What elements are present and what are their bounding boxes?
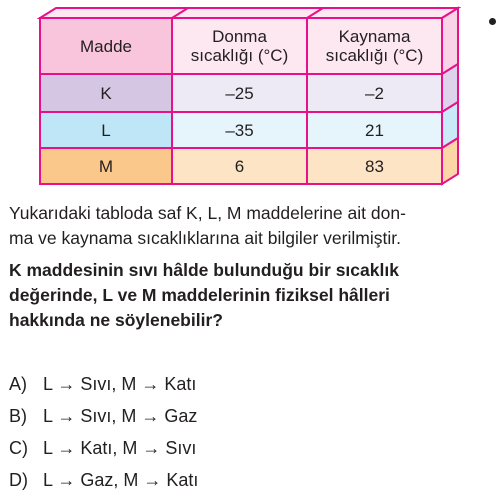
option-d-letter: D) [9, 470, 28, 490]
option-c-text: L → Katı, M → Sıvı [43, 438, 197, 458]
intro-line-2: ma ve kaynama sıcaklıklarına ait bilgiler verilmiştir. [9, 228, 401, 248]
header-donma-line1: Donma [212, 27, 267, 46]
option-b[interactable] [9, 405, 197, 427]
table-top-face [40, 8, 458, 18]
row-k-kaynama: –2 [365, 83, 384, 103]
question-line-2: değerinde, L ve M maddelerinin fiziksel hâlleri [9, 285, 390, 305]
bullet-dot [489, 18, 496, 25]
header-kaynama-line1: Kaynama [338, 27, 411, 46]
question-stem [9, 258, 495, 333]
header-kaynama-line2: sıcaklığı (°C) [325, 46, 424, 65]
row-m-donma: 6 [234, 156, 245, 176]
option-c-letter: C) [9, 438, 28, 458]
row-l-donma: –35 [225, 120, 254, 140]
row-k-madde: K [100, 83, 112, 103]
data-table [0, 0, 498, 200]
row-m-kaynama: 83 [365, 156, 384, 176]
header-madde [40, 18, 172, 74]
option-d[interactable] [9, 469, 198, 491]
option-a-text: L → Sıvı, M → Katı [43, 374, 197, 394]
row-m-madde: M [98, 156, 114, 176]
intro-text [9, 201, 495, 251]
option-a-letter: A) [9, 374, 27, 394]
header-donma [172, 18, 307, 74]
question-line-1: K maddesinin sıvı hâlde bulunduğu bir sıcaklık [9, 260, 399, 280]
option-a[interactable] [9, 373, 196, 395]
option-d-text: L → Gaz, M → Katı [43, 470, 199, 490]
option-c[interactable] [9, 437, 196, 459]
question-line-3: hakkında ne söylenebilir? [9, 310, 223, 330]
row-l-madde: L [101, 120, 111, 140]
header-kaynama [307, 18, 442, 74]
option-b-text: L → Sıvı, M → Gaz [43, 406, 198, 426]
row-l-kaynama: 21 [365, 120, 384, 140]
option-b-letter: B) [9, 406, 27, 426]
header-donma-line2: sıcaklığı (°C) [190, 46, 289, 65]
header-madde-label: Madde [80, 36, 132, 56]
row-k-donma: –25 [225, 83, 254, 103]
table-side-header [442, 8, 458, 74]
intro-line-1: Yukarıdaki tabloda saf K, L, M maddelerine ait don- [9, 203, 406, 223]
